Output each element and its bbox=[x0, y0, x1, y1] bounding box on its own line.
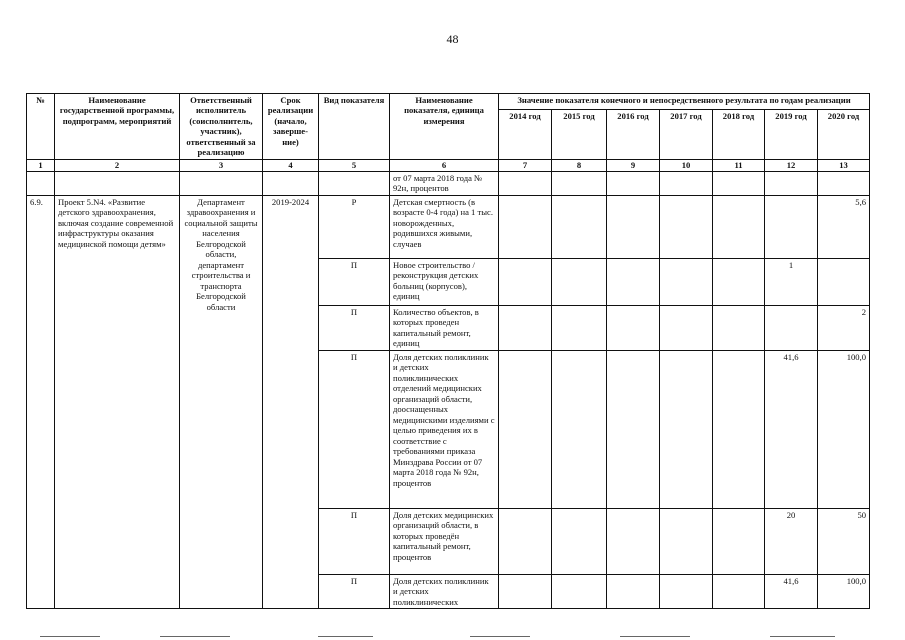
column-number: 3 bbox=[180, 159, 263, 171]
value-cell bbox=[713, 574, 765, 608]
continuation-text: от 07 марта 2018 года № 92н, процентов bbox=[390, 171, 499, 195]
indicator-type: П bbox=[319, 508, 390, 574]
header-year-2016: 2016 год bbox=[607, 109, 660, 159]
value-cell bbox=[607, 258, 660, 305]
column-number: 12 bbox=[765, 159, 818, 171]
value-cell: 41,6 bbox=[765, 574, 818, 608]
column-numbers-row bbox=[27, 159, 870, 171]
header-indicator-name: Наименование показателя, единица измерения bbox=[390, 94, 499, 160]
value-cell bbox=[607, 508, 660, 574]
continuation-row bbox=[27, 171, 870, 195]
value-cell bbox=[607, 350, 660, 508]
value-cell: 50 bbox=[818, 508, 870, 574]
value-cell bbox=[660, 305, 713, 350]
scan-edge-line bbox=[40, 636, 100, 637]
value-cell bbox=[499, 305, 552, 350]
indicator-name: Количество объектов, в которых проведен капитальный ремонт, единиц bbox=[390, 305, 499, 350]
value-cell bbox=[499, 258, 552, 305]
header-year-2015: 2015 год bbox=[552, 109, 607, 159]
value-cell bbox=[552, 574, 607, 608]
scan-edge-line bbox=[160, 636, 230, 637]
value-cell bbox=[660, 195, 713, 258]
header-values-group: Значение показателя конечного и непосредственного результата по годам реализации bbox=[499, 94, 870, 110]
value-cell: 100,0 bbox=[818, 574, 870, 608]
value-cell bbox=[499, 574, 552, 608]
scan-edge-line bbox=[470, 636, 530, 637]
header-num: № bbox=[27, 94, 55, 160]
indicator-type: П bbox=[319, 350, 390, 508]
value-cell bbox=[660, 350, 713, 508]
section-executor: Департамент здравоохранения и социальной защиты населения Белгородской области, департамент строительства и транспорта Белгородской области bbox=[180, 195, 263, 608]
value-cell bbox=[607, 574, 660, 608]
column-number: 2 bbox=[55, 159, 180, 171]
indicator-name: Доля детских поликлиник и детских поликлинических bbox=[390, 574, 499, 608]
indicator-name: Новое строительство / реконструкция детских больниц (корпусов), единиц bbox=[390, 258, 499, 305]
header-year-2020: 2020 год bbox=[818, 109, 870, 159]
value-cell bbox=[713, 195, 765, 258]
value-cell: 100,0 bbox=[818, 350, 870, 508]
column-number: 4 bbox=[263, 159, 319, 171]
indicator-type: П bbox=[319, 258, 390, 305]
value-cell bbox=[607, 195, 660, 258]
scan-edge-line bbox=[620, 636, 690, 637]
value-cell: 1 bbox=[765, 258, 818, 305]
table-row bbox=[27, 195, 870, 258]
column-number: 10 bbox=[660, 159, 713, 171]
column-number: 1 bbox=[27, 159, 55, 171]
value-cell bbox=[713, 258, 765, 305]
value-cell bbox=[660, 574, 713, 608]
column-number: 7 bbox=[499, 159, 552, 171]
value-cell bbox=[818, 258, 870, 305]
value-cell: 5,6 bbox=[818, 195, 870, 258]
page-number: 48 bbox=[446, 32, 459, 46]
value-cell bbox=[713, 305, 765, 350]
indicator-type: П bbox=[319, 574, 390, 608]
value-cell bbox=[765, 305, 818, 350]
value-cell: 20 bbox=[765, 508, 818, 574]
indicator-type: П bbox=[319, 305, 390, 350]
scan-edge-line bbox=[318, 636, 373, 637]
indicator-name: Доля детских медицинских организаций области, в которых проведён капитальный ремонт, процентов bbox=[390, 508, 499, 574]
value-cell: 41,6 bbox=[765, 350, 818, 508]
scan-edge-line bbox=[770, 636, 835, 637]
header-executor: Ответственный исполнитель (соисполнитель, участник), ответственный за реализацию bbox=[180, 94, 263, 160]
indicator-name: Детская смертность (в возрасте 0-4 года) на 1 тыс. новорожденных, родившихся живыми, случаев bbox=[390, 195, 499, 258]
value-cell bbox=[713, 508, 765, 574]
value-cell: 2 bbox=[818, 305, 870, 350]
value-cell bbox=[552, 258, 607, 305]
header-year-2017: 2017 год bbox=[660, 109, 713, 159]
header-term: Срок реализации (начало, заверше-ние) bbox=[263, 94, 319, 160]
column-number: 5 bbox=[319, 159, 390, 171]
column-number: 6 bbox=[390, 159, 499, 171]
header-year-2019: 2019 год bbox=[765, 109, 818, 159]
column-number: 8 bbox=[552, 159, 607, 171]
section-number: 6.9. bbox=[27, 195, 55, 608]
header-year-2018: 2018 год bbox=[713, 109, 765, 159]
indicators-table bbox=[26, 93, 870, 609]
value-cell bbox=[552, 350, 607, 508]
value-cell bbox=[552, 195, 607, 258]
indicator-name: Доля детских поликлиник и детских поликлинических отделений медицинских организаций области, дооснащенных медицинскими изделиями с целью приведения их в соответствие с требованиями приказа Минздрава России от 07 марта 2018 года № 92н, процентов bbox=[390, 350, 499, 508]
value-cell bbox=[765, 195, 818, 258]
column-number: 9 bbox=[607, 159, 660, 171]
column-number: 11 bbox=[713, 159, 765, 171]
section-program-name: Проект 5.N4. «Развитие детского здравоохранения, включая создание современной инфраструктуры оказания медицинской помощи детям» bbox=[55, 195, 180, 608]
column-number: 13 bbox=[818, 159, 870, 171]
value-cell bbox=[660, 508, 713, 574]
header-year-2014: 2014 год bbox=[499, 109, 552, 159]
value-cell bbox=[713, 350, 765, 508]
section-term: 2019-2024 bbox=[263, 195, 319, 608]
header-program-name: Наименование государственной программы, подпрограмм, мероприятий bbox=[55, 94, 180, 160]
indicator-type: Р bbox=[319, 195, 390, 258]
value-cell bbox=[607, 305, 660, 350]
value-cell bbox=[552, 508, 607, 574]
value-cell bbox=[552, 305, 607, 350]
value-cell bbox=[499, 350, 552, 508]
header-indicator-type: Вид показателя bbox=[319, 94, 390, 160]
value-cell bbox=[499, 508, 552, 574]
value-cell bbox=[660, 258, 713, 305]
value-cell bbox=[499, 195, 552, 258]
